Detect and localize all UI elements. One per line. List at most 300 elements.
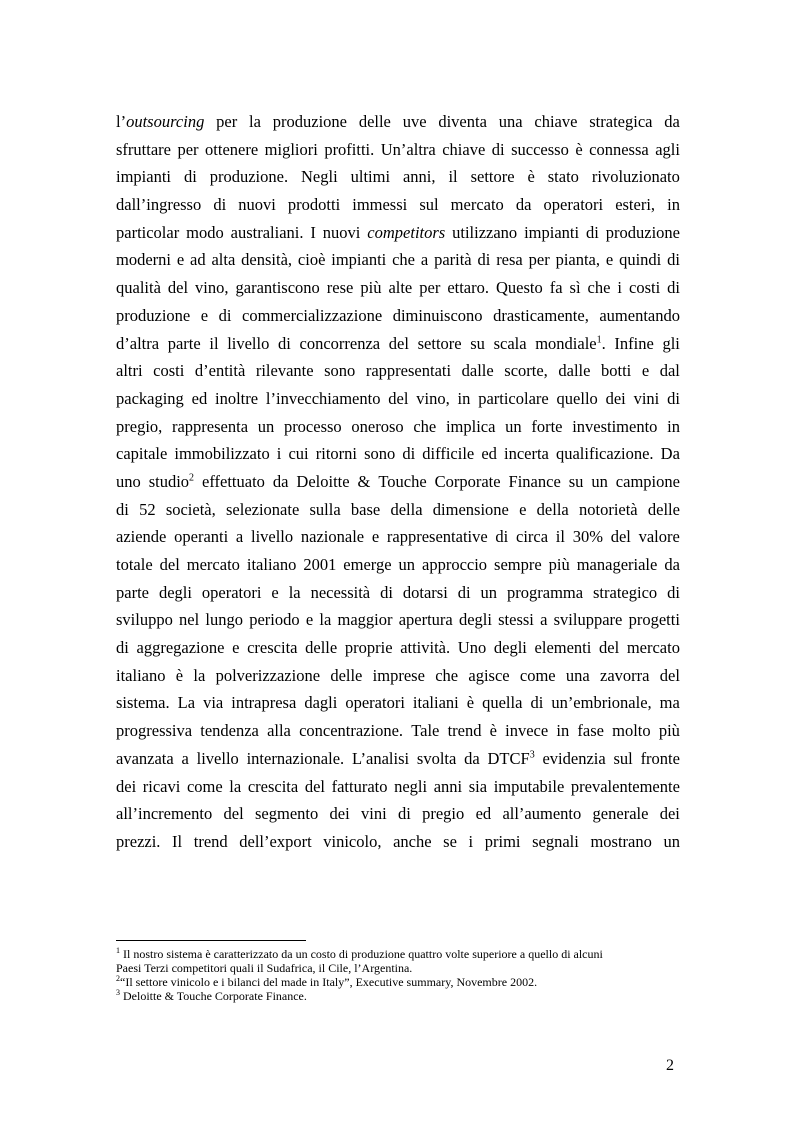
word: anche (393, 831, 432, 851)
word: dalle (461, 361, 494, 381)
word: densità, (241, 250, 293, 270)
word: mercato (186, 555, 240, 574)
word: segmento (254, 804, 319, 824)
word: di (116, 499, 129, 519)
word: di (183, 167, 197, 187)
word: dalle (558, 361, 591, 381)
word: di (218, 305, 232, 325)
word: della (390, 499, 423, 519)
word: stessi (498, 610, 534, 630)
word: diminuiscono (392, 305, 483, 325)
word: gli (662, 333, 680, 353)
word: è (527, 167, 535, 187)
word: Finance (508, 471, 561, 491)
word: più (548, 555, 570, 574)
word: Il (172, 831, 183, 851)
word: imputabile (493, 776, 565, 796)
word: produzione (272, 112, 347, 131)
word: impianti (116, 167, 171, 187)
word: che (587, 278, 611, 298)
word: produzione. (209, 167, 289, 187)
word: livello (227, 333, 270, 353)
word: i (617, 278, 623, 298)
word: è (575, 139, 583, 159)
word: del (599, 638, 620, 658)
word: rappresentative (386, 527, 488, 547)
word: una (498, 112, 523, 131)
word: e (176, 250, 185, 270)
word: capitale (116, 444, 168, 464)
word: crescita (247, 638, 298, 658)
word: un (505, 416, 522, 436)
word: produzione (605, 222, 680, 242)
word: rappresentati (365, 361, 452, 381)
word: anni, (402, 167, 436, 187)
word: intrapresa (231, 693, 297, 713)
footnote-separator (116, 940, 306, 941)
word: all’aumento (502, 804, 582, 824)
word: mercato (626, 638, 680, 658)
word: in (556, 721, 570, 741)
word: di (457, 582, 471, 602)
footnote-3 (116, 989, 680, 1003)
word: campione (615, 471, 680, 491)
word: alta (211, 250, 236, 270)
word: italiani (412, 693, 459, 713)
word: delle (330, 665, 363, 685)
word: degli (493, 638, 527, 658)
text-line (116, 721, 680, 741)
word: di (667, 582, 680, 602)
word: selezionate (225, 499, 300, 519)
word: su (568, 471, 584, 491)
word: in (667, 195, 680, 215)
word: l’invecchiamento (265, 388, 381, 408)
word: aziende (116, 527, 167, 547)
word: L’analisi (351, 748, 410, 768)
word: ed (191, 388, 208, 408)
word: diventa (438, 112, 487, 131)
word: Deloitte (296, 471, 350, 491)
word: ettaro. (447, 278, 489, 298)
word: e (605, 250, 614, 270)
word: d’entità (194, 361, 246, 381)
word: più (360, 278, 382, 298)
word: esteri, (615, 195, 656, 215)
word: aumentando (599, 305, 680, 325)
text-line (116, 666, 680, 686)
word: operatori (201, 582, 262, 602)
word: trend (447, 721, 482, 741)
word: settore (470, 167, 515, 187)
word: uno (116, 471, 141, 491)
word: prodotti (287, 195, 341, 215)
word: 52 (139, 499, 156, 519)
word: dei (605, 388, 626, 408)
word: i (468, 831, 474, 851)
word: ad (190, 250, 206, 270)
word: trend (193, 831, 228, 851)
word: e (305, 610, 314, 630)
word: rappresenta (171, 416, 249, 436)
word: da (272, 471, 289, 491)
word: a (540, 610, 548, 630)
word: I (310, 222, 316, 242)
word: ritorni (315, 444, 357, 464)
word: dei (659, 804, 680, 824)
word: ricavi (142, 776, 181, 796)
text-line (116, 804, 680, 824)
word: stato (547, 167, 579, 187)
word: sono (364, 444, 396, 464)
word: e (200, 305, 209, 325)
footnote-mark: 3 (116, 988, 120, 997)
word: la (229, 776, 242, 796)
word: dimensione (432, 499, 509, 519)
word: Tale (411, 721, 440, 741)
word: rilevante (255, 361, 314, 381)
word: nuovi (238, 195, 276, 215)
word: vini (633, 388, 660, 408)
word: dagli (304, 693, 338, 713)
word: il (448, 167, 458, 187)
word: di (491, 139, 505, 159)
word: dei (116, 776, 137, 796)
word: generale (592, 804, 649, 824)
word: la (193, 665, 206, 685)
word: per (177, 139, 199, 159)
text-line (116, 250, 680, 270)
word: più (658, 721, 680, 741)
word: zavorra (600, 665, 650, 685)
word: modo (186, 222, 224, 242)
word: un (663, 831, 680, 851)
word: cui (288, 444, 309, 464)
word: da (464, 748, 480, 768)
page-number: 2 (666, 1057, 674, 1074)
text-line (116, 417, 680, 437)
word: primi (484, 831, 521, 851)
word: di (116, 638, 129, 658)
word: operanti (174, 527, 229, 547)
text-line (116, 555, 680, 575)
word: dei (329, 804, 350, 824)
word: vino, (416, 388, 450, 408)
word: in (457, 388, 471, 408)
word: di (402, 444, 416, 464)
word: dotarsi (402, 582, 448, 602)
word: investimento (572, 416, 658, 436)
word: di (477, 250, 491, 270)
word: migliori (264, 139, 318, 159)
word: sia (468, 776, 488, 796)
word: del (388, 333, 409, 353)
word: fronte (640, 748, 680, 768)
word: profitti. (324, 139, 375, 159)
word: totale (116, 555, 153, 574)
word: attività. (400, 638, 451, 658)
word: connessa (589, 139, 649, 159)
word: mercato (450, 195, 504, 215)
word: degli (158, 582, 192, 602)
word: un (257, 416, 275, 436)
word: anni (433, 776, 463, 796)
word: particolar (116, 222, 180, 242)
word: Corporate (434, 471, 501, 491)
word: da (664, 555, 680, 574)
word: società, (165, 499, 216, 519)
word: dall’ingresso (116, 195, 202, 215)
word: agli (655, 139, 680, 159)
word: DTCF$^3$ (487, 748, 535, 768)
footnote-2 (116, 975, 680, 989)
word: incerta (504, 444, 549, 464)
word: imprese (372, 665, 425, 685)
word: nel (179, 610, 200, 630)
word: il (555, 527, 565, 547)
footnotes (116, 947, 680, 1003)
text-line (116, 472, 680, 492)
word: prevalentemente (570, 776, 680, 796)
word: di (495, 527, 509, 547)
text-line (116, 638, 680, 658)
word: italiano (246, 555, 297, 574)
word: sviluppo (116, 610, 173, 630)
word: fatturato (331, 776, 388, 796)
word: sfruttare (116, 139, 171, 159)
text-line (116, 223, 680, 243)
word: di (278, 333, 291, 353)
text-line (116, 389, 680, 409)
footnote-reference: 1 (596, 334, 602, 345)
word: negli (394, 776, 428, 796)
word: che (435, 665, 459, 685)
text-line (116, 306, 680, 326)
word: livello (250, 527, 294, 547)
word: di (667, 250, 680, 270)
word: degli (458, 610, 492, 630)
text-line (116, 334, 680, 354)
word: a (420, 250, 429, 270)
word: 30% (572, 527, 603, 547)
footnote-mark: 1 (116, 946, 120, 955)
word: e (271, 582, 279, 602)
word: ultimi (350, 167, 391, 187)
word: valore (638, 527, 680, 547)
word: qualificazione. (555, 444, 654, 464)
word: come (519, 665, 556, 685)
word: quindi (619, 250, 662, 270)
word: settore (417, 333, 462, 353)
word: effettuato (202, 471, 265, 491)
word: base (350, 499, 381, 519)
text-line (116, 140, 680, 160)
word: pregio, (116, 416, 163, 436)
word: da (664, 112, 680, 131)
word: e (641, 361, 650, 381)
word: d’altra (116, 333, 160, 353)
word: maggior (337, 610, 393, 630)
word: che (392, 250, 416, 270)
word: Un’altra (380, 139, 436, 159)
word: proprie (344, 638, 393, 658)
word: se (443, 831, 457, 851)
word: cioè (297, 250, 326, 270)
word: svolta (416, 748, 457, 768)
footnote-mark: 2 (116, 974, 120, 983)
word: a (181, 748, 189, 768)
text-line (116, 112, 680, 132)
text-line (116, 195, 680, 215)
word: sul (419, 195, 439, 215)
word: studio$^2$ (148, 471, 195, 491)
word: polverizzazione (215, 665, 321, 685)
word: Touche (378, 471, 427, 491)
word: fa (549, 278, 563, 298)
word: per (216, 112, 238, 131)
word: drasticamente, (493, 305, 589, 325)
word: vini (361, 804, 387, 824)
word: molto (612, 721, 651, 741)
word: come (186, 776, 223, 796)
text-line (116, 278, 680, 298)
word: di (667, 278, 680, 298)
word: dell’export (239, 831, 312, 851)
word: ed (475, 804, 492, 824)
word: mostrano (590, 831, 652, 851)
footnote-reference: 2 (189, 472, 195, 484)
text-line (116, 527, 680, 547)
word: fase (577, 721, 604, 741)
word: per (419, 278, 441, 298)
word: i (276, 444, 282, 464)
word: all’incremento (116, 804, 213, 824)
word: strategico (593, 582, 658, 602)
word: ed (481, 444, 497, 464)
word: periodo (249, 610, 300, 630)
word: australiani. (230, 222, 304, 242)
word: l’outsourcing (116, 112, 205, 131)
word: avanzata (116, 748, 174, 768)
word: quello (556, 388, 598, 408)
word: vino, (195, 278, 229, 298)
word: notorietà (578, 499, 638, 519)
text-line (116, 167, 680, 187)
word: emerge (343, 555, 392, 574)
word: sì (569, 278, 581, 298)
word: prezzi. (116, 831, 161, 851)
word: un’embrionale, (551, 693, 652, 713)
word: inoltre (215, 388, 259, 408)
word: chiave (534, 112, 578, 131)
word: e (519, 499, 527, 519)
word: immessi (352, 195, 408, 215)
word: delle (305, 638, 338, 658)
word: invece (505, 721, 549, 741)
word: resa (496, 250, 523, 270)
word: Infine (614, 333, 654, 353)
word: dal (659, 361, 680, 381)
word: nuovi (322, 222, 361, 242)
word: del (659, 665, 680, 685)
word: costi (153, 361, 185, 381)
word: delle (647, 499, 680, 519)
word: evidenzia (542, 748, 606, 768)
word: garantiscono (235, 278, 320, 298)
word: alla (267, 721, 291, 741)
word: scorte, (504, 361, 548, 381)
word: concorrenza (299, 333, 381, 353)
word: tendenza (200, 721, 259, 741)
text-line (116, 832, 680, 852)
word: un (591, 471, 608, 491)
text-line (116, 583, 680, 603)
word: mondiale$^1$. (535, 333, 606, 353)
word: sono (324, 361, 356, 381)
word: commercializzazione (242, 305, 383, 325)
word: circa (516, 527, 549, 547)
word: operatori (543, 195, 604, 215)
word: successo (511, 139, 569, 159)
word: altri (116, 361, 143, 381)
word: parte (116, 582, 149, 602)
word: un (480, 582, 498, 602)
word: di (213, 195, 227, 215)
word: vinicolo, (323, 831, 382, 851)
word: operatori (345, 693, 405, 713)
word: approccio (422, 555, 488, 574)
word: crescita (247, 776, 299, 796)
word: del (304, 776, 325, 796)
word: alte (388, 278, 413, 298)
word: produzione (116, 305, 191, 325)
text-line (116, 693, 680, 713)
word: internazionale. (246, 748, 345, 768)
word: particolare (478, 388, 549, 408)
word: Uno (457, 638, 487, 658)
body-paragraph (116, 112, 680, 860)
word: ottenere (205, 139, 259, 159)
word: del (167, 278, 189, 298)
word: di (397, 804, 411, 824)
word: immobilizzato (174, 444, 270, 464)
word: elementi (534, 638, 592, 658)
word: un (398, 555, 416, 574)
word: della (536, 499, 569, 519)
word: lungo (205, 610, 244, 630)
word: qualità (116, 278, 161, 298)
word: rese (326, 278, 354, 298)
word: impianti (524, 222, 580, 242)
word: in (667, 416, 680, 436)
word: italiano (116, 665, 166, 685)
word: 2001 (303, 555, 337, 574)
word: chiave (442, 139, 486, 159)
word: competitors (367, 222, 446, 242)
word: progressiva (116, 721, 193, 741)
text-line (116, 749, 680, 769)
word: del (159, 555, 180, 574)
word: del (223, 804, 244, 824)
word: parità (434, 250, 472, 270)
text-line (116, 444, 680, 464)
footnote-text: Deloitte & Touche Corporate Finance. (123, 989, 307, 1003)
word: è (175, 665, 184, 685)
word: moderni (116, 250, 171, 270)
word: parte (167, 333, 201, 353)
word: scala (493, 333, 527, 353)
word: processo (283, 416, 342, 436)
